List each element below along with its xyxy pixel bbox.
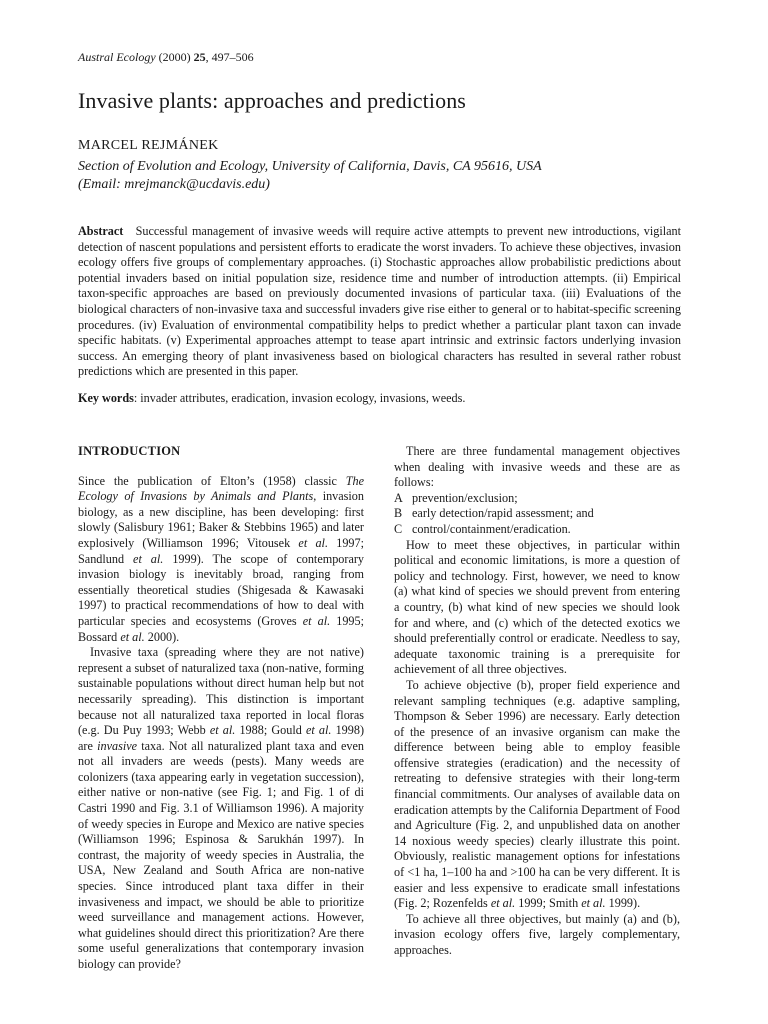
right-column	[394, 444, 680, 959]
right-paragraph-3	[394, 678, 680, 912]
list-text: control/containment/eradication.	[412, 521, 571, 536]
author-email: (Email: mrejmanck@ucdavis.edu)	[78, 177, 270, 192]
text-run: To achieve objective (b), proper field experience and relevant sampling techniques (e.g. adaptive sampling, Thompson & Seber 1996) are necessary. Early detection of the presence of an invasive organism can make the difference between being able to employ feasible offensive strategies (eradication) and the necessity of retreating to defensive strategies with their long-term financial commitments. Our analyses of available data on eradication attempts by the California Department of Food and Agriculture (Fig. 2, and unpublished data on another 14 noxious weedy species) clearly illustrate this point. Obviously, realistic management options for infestations of <1 ha, 1–100 ha and >100 ha can be very different. It is easier and less expensive to eradicate small infestations (Fig. 2; Rozenfelds	[394, 677, 680, 911]
et-al: et al.	[581, 896, 606, 911]
list-text: prevention/exclusion;	[412, 490, 518, 505]
et-al: et al.	[305, 723, 332, 738]
author-affiliation	[78, 158, 542, 194]
text-run: taxa. Not all naturalized plant taxa and even not all invaders are weeds (pests). Many weeds are colonizers (taxa appearing early in vegetation succession), either native or non-native (see Fig. 1; and Fig. 1 of di Castri 1990 and Fig. 3.1 of Williamson 1996). A majority of weedy species in Europe and Mexico are native species (Williamson 1996; Espinosa & Sarukhán 1997). In contrast, the majority of weedy species in Australia, the USA, New Zealand and South Africa are non-native species. Since introduced plant taxa differ in their invasiveness and impact, we should be able to prioritize weed surveillance and management actions. However, what guidelines should direct this prioritization? Are there some useful generalizations that contemporary invasion biology can provide?	[78, 738, 364, 971]
text-run: 1995; Bossard	[78, 613, 364, 644]
text-run: 1988; Gould	[235, 723, 306, 738]
journal-volume: 25	[193, 50, 206, 64]
intro-paragraph-2	[78, 645, 364, 972]
list-text: early detection/rapid assessment; and	[412, 506, 594, 521]
journal-year: (2000)	[158, 50, 191, 64]
keywords-text: : invader attributes, eradication, invasion ecology, invasions, weeds.	[133, 391, 466, 405]
article-title: Invasive plants: approaches and predictions	[78, 88, 466, 113]
affiliation-line: Section of Evolution and Ecology, University of California, Davis, CA 95616, USA	[78, 159, 542, 174]
list-item	[394, 522, 680, 538]
list-item	[394, 491, 680, 507]
abstract	[78, 224, 681, 380]
text-run: Since the publication of Elton’s (1958) classic	[78, 473, 346, 488]
et-al: et al.	[490, 896, 516, 911]
text-run: , invasion biology, as a new discipline, has been developing: first slowly (Salisbury 1961; Baker & Stebbins 1965) and later explosively (Williamson 1996; Vitousek	[78, 489, 364, 550]
text-run: 1997; Sandlund	[78, 535, 365, 566]
list-letter: B	[394, 506, 403, 521]
et-al: et al.	[209, 723, 236, 738]
right-paragraph-4: To achieve all three objectives, but mainly (a) and (b), invasion ecology offers five, largely complementary, approaches.	[394, 911, 680, 957]
text-run: 1999; Smith	[515, 896, 582, 911]
list-letter: A	[394, 490, 403, 505]
journal-citation	[78, 50, 254, 65]
text-run: 1999).	[605, 896, 641, 911]
right-paragraph-2: How to meet these objectives, in particular within political and economic limitations, is more a question of policy and technology. First, however, we need to know (a) what kind of species we should prevent from entering a country, (b) what kind of new species we should look for and where, and (c) which of the detected exotics we should preferentially control or eradicate. Needless to say, adequate taxonomic training is a prerequisite for achievement of all three objectives.	[394, 537, 680, 677]
keywords	[78, 391, 681, 406]
journal-name: Austral Ecology	[78, 50, 156, 64]
left-column	[78, 444, 364, 973]
text-run: 2000).	[144, 629, 180, 644]
et-al: et al.	[298, 535, 328, 550]
section-heading-introduction: INTRODUCTION	[78, 444, 181, 458]
text-run: 1998) are	[78, 723, 365, 753]
list-letter: C	[394, 521, 403, 536]
list-item	[394, 506, 680, 522]
keywords-label: Key words	[78, 391, 134, 405]
intro-paragraph-1	[78, 474, 364, 646]
emphasis: invasive	[97, 738, 138, 753]
journal-pages: , 497–506	[205, 50, 254, 64]
text-run: 1999). The scope of contemporary invasion biology is inevitably broad, ranging from essentially theoretical studies (Shigesada & Kawasaki 1997) to practical recommendations of how to deal with particular species and ecosystems (Groves	[78, 551, 365, 628]
et-al: et al.	[133, 551, 164, 566]
author-name: MARCEL REJMÁNEK	[78, 138, 219, 153]
book-title: The Ecology of Invasions by Animals and Plants	[78, 473, 364, 504]
text-run: Invasive taxa (spreading where they are not native) represent a subset of naturalized taxa (non-native, forming sustainable populations without direct human help but not necessarily spreading). This distinction is important because not all naturalized taxa reported in local floras (e.g. Du Puy 1993; Webb	[78, 645, 364, 738]
et-al: et al.	[302, 613, 331, 628]
abstract-text: Successful management of invasive weeds will require active attempts to prevent new introductions, vigilant detection of nascent populations and persistent efforts to eradicate the worst invaders. To achieve these objectives, invasion ecology offers five groups of complementary approaches. (i) Stochastic approaches allow probabilistic predictions about potential invaders based on initial population size, residence time and number of introduction attempts. (ii) Empirical taxon-specific approaches are based on previously documented invasions of particular taxa. (iii) Evaluations of the biological characters of non-invasive taxa and successful invaders give rise either to general or to habitat-specific screening procedures. (iv) Evaluation of environmental compatibility helps to predict whether a particular plant taxon can invade specific habitats. (v) Experimental approaches attempt to tease apart intrinsic and extrinsic factors underlying invasion success. An emerging theory of plant invasiveness based on biological characters has resulted in several rather robust predictions which are presented in this paper.	[78, 224, 681, 379]
objectives-intro: There are three fundamental management objectives when dealing with invasive weeds and these are as follows:	[394, 444, 680, 490]
et-al: et al.	[120, 629, 145, 644]
abstract-label: Abstract	[78, 224, 124, 238]
